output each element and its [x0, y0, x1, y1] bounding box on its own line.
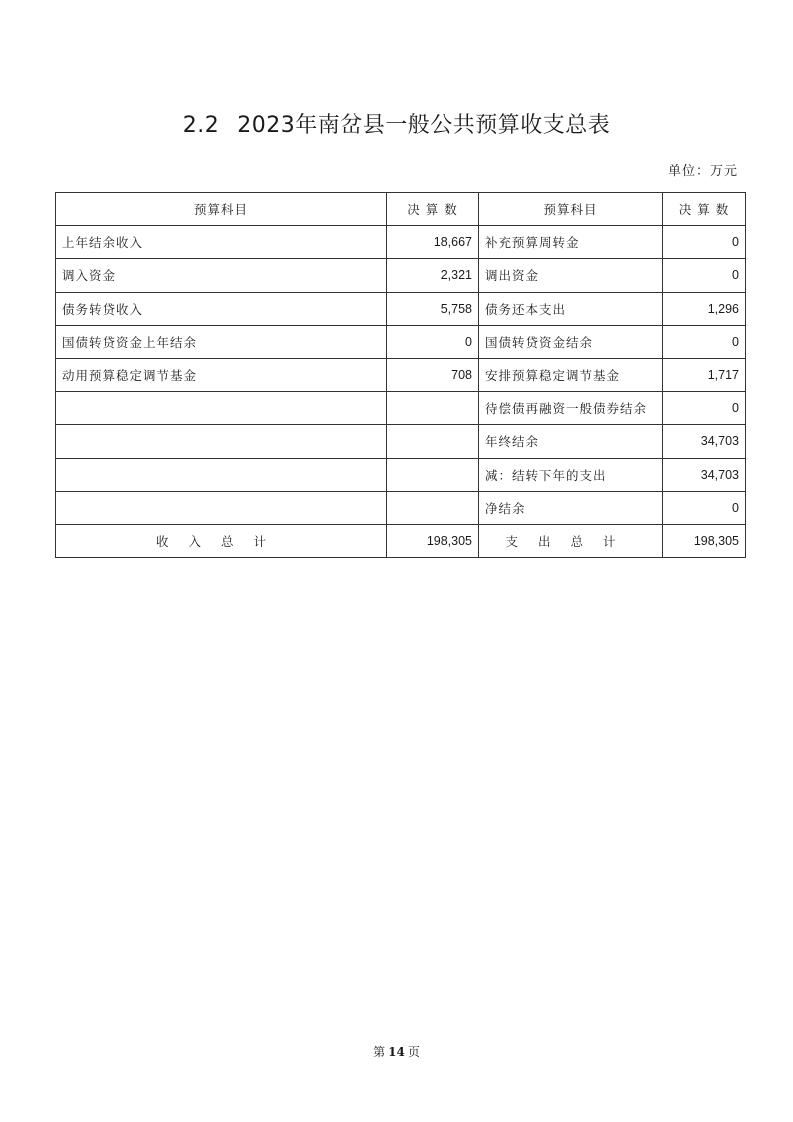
table-header-row	[56, 193, 746, 226]
expense-total-label: 支出总计	[479, 524, 663, 557]
totals-row	[56, 524, 746, 557]
section-number: 2.2	[182, 113, 220, 138]
table-row	[56, 358, 746, 391]
income-value	[387, 491, 479, 524]
expense-value: 0	[663, 491, 746, 524]
expense-value: 0	[663, 325, 746, 358]
expense-value: 1,717	[663, 358, 746, 391]
expense-value: 0	[663, 226, 746, 259]
table-row	[56, 425, 746, 458]
expense-item: 国债转贷资金结余	[479, 325, 663, 358]
income-item	[56, 491, 387, 524]
table-row	[56, 325, 746, 358]
table-row	[56, 226, 746, 259]
page-title	[0, 108, 793, 139]
title-text: 2023年南岔县一般公共预算收支总表	[237, 113, 611, 138]
income-total-label: 收入总计	[56, 524, 387, 557]
table-row	[56, 392, 746, 425]
expense-item: 减：结转下年的支出	[479, 458, 663, 491]
page-prefix: 第	[373, 1045, 386, 1059]
expense-item: 年终结余	[479, 425, 663, 458]
income-total-value: 198,305	[387, 524, 479, 557]
budget-table	[55, 192, 746, 558]
expense-item: 安排预算稳定调节基金	[479, 358, 663, 391]
expense-value: 34,703	[663, 425, 746, 458]
expense-value: 0	[663, 392, 746, 425]
income-value: 18,667	[387, 226, 479, 259]
expense-item: 净结余	[479, 491, 663, 524]
header-expense-value: 决 算 数	[663, 193, 746, 226]
expense-total-value: 198,305	[663, 524, 746, 557]
income-item	[56, 458, 387, 491]
expense-item: 待偿债再融资一般债券结余	[479, 392, 663, 425]
income-value: 2,321	[387, 259, 479, 292]
header-income-value: 决 算 数	[387, 193, 479, 226]
income-item: 调入资金	[56, 259, 387, 292]
income-item	[56, 425, 387, 458]
income-value: 0	[387, 325, 479, 358]
income-item: 债务转贷收入	[56, 292, 387, 325]
expense-item: 补充预算周转金	[479, 226, 663, 259]
header-income-item: 预算科目	[56, 193, 387, 226]
table-row	[56, 259, 746, 292]
income-item	[56, 392, 387, 425]
table-row	[56, 458, 746, 491]
page-suffix: 页	[407, 1045, 420, 1059]
expense-item: 债务还本支出	[479, 292, 663, 325]
income-item: 动用预算稳定调节基金	[56, 358, 387, 391]
table-row	[56, 292, 746, 325]
expense-value: 1,296	[663, 292, 746, 325]
income-value: 5,758	[387, 292, 479, 325]
header-expense-item: 预算科目	[479, 193, 663, 226]
page-number	[0, 1043, 793, 1060]
income-value	[387, 458, 479, 491]
income-value: 708	[387, 358, 479, 391]
income-value	[387, 425, 479, 458]
income-item: 上年结余收入	[56, 226, 387, 259]
income-item: 国债转贷资金上年结余	[56, 325, 387, 358]
expense-value: 34,703	[663, 458, 746, 491]
expense-value: 0	[663, 259, 746, 292]
table-row	[56, 491, 746, 524]
unit-label: 单位：万元	[667, 164, 738, 179]
page-number-value: 14	[388, 1045, 405, 1059]
income-value	[387, 392, 479, 425]
expense-item: 调出资金	[479, 259, 663, 292]
